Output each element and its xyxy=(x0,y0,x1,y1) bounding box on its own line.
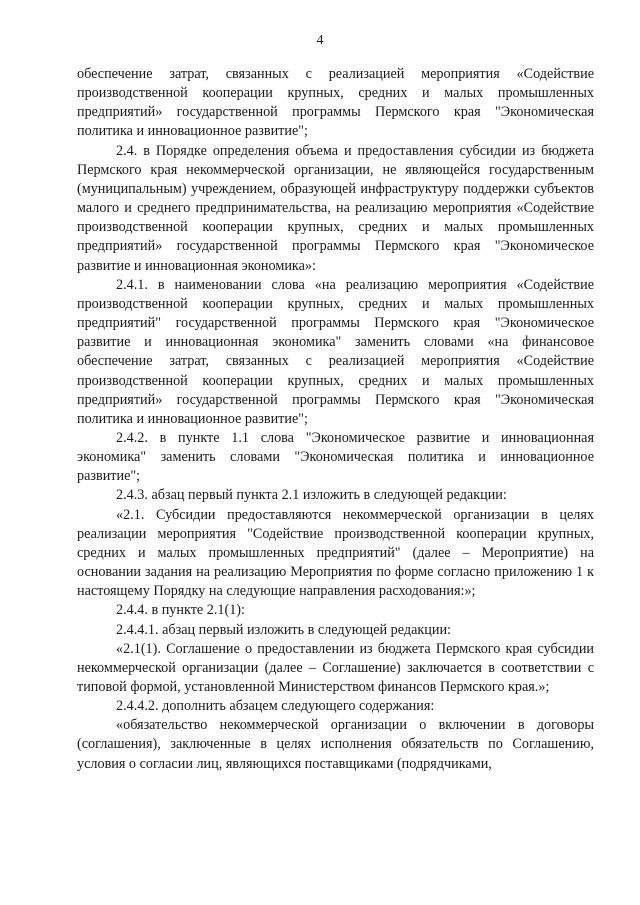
paragraph: 2.4.4.2. дополнить абзацем следующего содержания: xyxy=(116,698,435,715)
paragraph: 2.4. в Порядке определения объема и предоставления субсидии из бюджета Пермского края некоммерческой организации, не являющейся государственным (муниципальным) учреждением, образующей инфраструктуру поддержки субъектов малого и среднего предпринимательства, на реализацию мероприятия «Содействие производственной кооперации крупных, средних и малых промышленных предприятий» государственной программы Пермского края "Экономическое развитие и инновационная экономика»: xyxy=(77,142,594,274)
paragraph: обеспечение затрат, связанных с реализацией мероприятия «Содействие производственной кооперации крупных, средних и малых промышленных предприятий» государственной программы Пермского края "Экономическая политика и инновационное развитие"; xyxy=(77,66,594,140)
document-body xyxy=(77,65,594,774)
paragraph: «2.1. Субсидии предоставляются некоммерческой организации в целях реализации мероприятия "Содействие производственной кооперации крупных, средних и малых промышленных предприятий" (далее – Мероприятие) на основании задания на реализацию Мероприятия по форме согласно приложению 1 к настоящему Порядку на следующие направления расходования:»; xyxy=(77,506,594,600)
paragraph: 2.4.4. в пункте 2.1(1): xyxy=(116,602,245,619)
paragraph: 2.4.3. абзац первый пункта 2.1 изложить в следующей редакции: xyxy=(116,487,507,504)
paragraph: 2.4.1. в наименовании слова «на реализацию мероприятия «Содействие производственной кооперации крупных, средних и малых промышленных предприятий" государственной программы Пермского края "Экономическое развитие и инновационная экономика" заменить словами «на финансовое обеспечение затрат, связанных с реализацией мероприятия «Содействие производственной кооперации крупных, средних и малых промышленных предприятий» государственной программы Пермского края "Экономическая политика и инновационное развитие"; xyxy=(77,276,594,427)
page-number: 4 xyxy=(316,33,324,48)
paragraph: 2.4.2. в пункте 1.1 слова "Экономическое развитие и инновационная экономика" заменить словами "Экономическая политика и инновационное развитие"; xyxy=(77,429,594,485)
paragraph: «обязательство некоммерческой организации о включении в договоры (соглашения), заключенные в целях исполнения обязательств по Соглашению, условия о согласии лиц, являющихся поставщиками (подрядчиками, xyxy=(77,717,594,772)
paragraph: «2.1(1). Соглашение о предоставлении из бюджета Пермского края субсидии некоммерческой организации (далее – Соглашение) заключается в соответствии с типовой формой, установленной Министерством финансов Пермского края.»; xyxy=(77,640,594,695)
paragraph: 2.4.4.1. абзац первый изложить в следующей редакции: xyxy=(116,621,451,638)
